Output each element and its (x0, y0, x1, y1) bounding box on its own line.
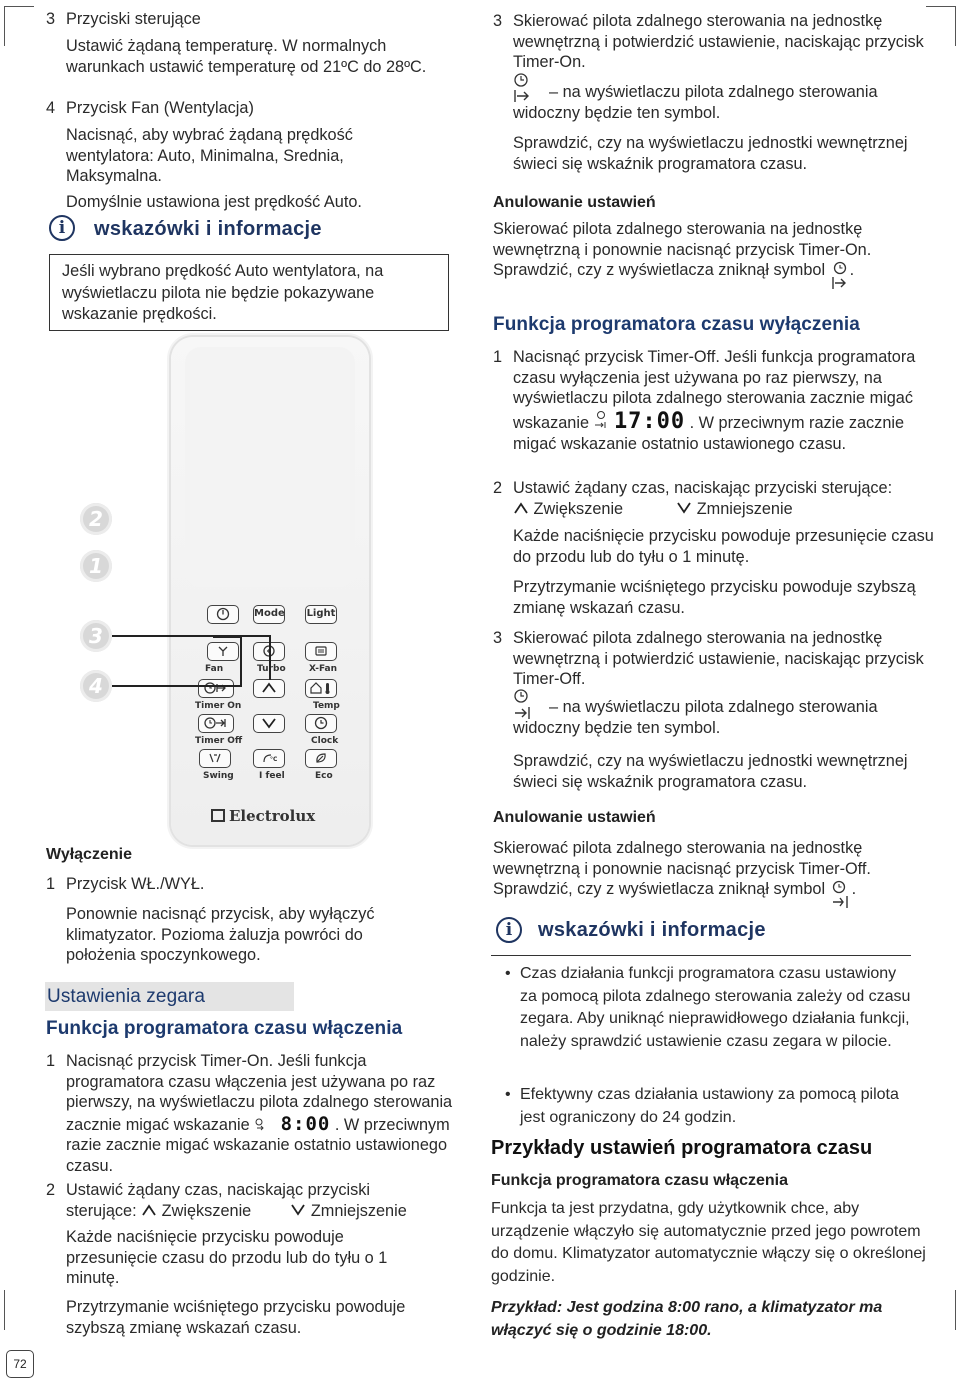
item-number: 2 (46, 1181, 56, 1199)
electrolux-icon (211, 809, 225, 822)
set-time-text: Ustawić żądany czas, naciskając przyciski sterujące: (66, 1181, 371, 1220)
item-number: 1 (46, 1052, 56, 1070)
item-number: 2 (493, 479, 503, 497)
symbol-note: – na wyświetlaczu pilota zdalnego sterowania widoczny będzie ten symbol. (513, 698, 878, 737)
down-arrow-icon (676, 501, 692, 515)
timer-on-text: . W przeciwnym razie zacznie migać wskazanie ostatnio ustawionego czasu. (66, 1115, 450, 1175)
item-title: Przycisk Fan (Wentylacja) (66, 99, 254, 117)
item-number: 1 (46, 875, 56, 893)
callout-2: 2 (80, 503, 112, 535)
cancel-text: Skierować pilota zdalnego sterowania na jednostkę wewnętrzną i ponownie nacisnąć przycisk Timer-Off. Sprawdzić, czy z wyświetlacza zniknął symbol (493, 839, 871, 898)
clock-label: Clock (311, 736, 339, 746)
item-number: 3 (493, 629, 503, 647)
tips-heading: wskazówki i informacje (538, 919, 766, 941)
item-number: 3 (493, 12, 503, 30)
item-body: Skierować pilota zdalnego sterowania na jednostkę wewnętrzną i potwierdzić ustawienie, naciskając przycisk Timer-Off. (513, 629, 924, 688)
timer-on-indicator-icon (254, 1118, 266, 1132)
timer-off-indicator-icon (593, 410, 609, 434)
light-button[interactable]: Light (305, 605, 337, 624)
crop-mark (926, 6, 956, 7)
timer-on-heading: Funkcja programatora czasu włączenia (46, 1018, 403, 1039)
item-number: 3 (46, 10, 56, 28)
tips-bullet: Efektywny czas działania ustawiony za pomocą pilota jest ograniczony do 24 godzin. (520, 1086, 899, 1126)
item-note: Każde naciśnięcie przycisku powoduje przesunięcie czasu do przodu lub do tyłu o 1 minutę. (513, 527, 934, 566)
item-body (513, 347, 943, 454)
timer-off-label: Timer Off (195, 736, 243, 746)
item-body: Ustawić żądaną temperaturę. W normalnych warunkach ustawić temperaturę od 21ºC do 28ºC. (66, 37, 427, 76)
turbo-label: Turbo (257, 664, 286, 674)
timer-off-text: Nacisnąć przycisk Timer-Off. Jeśli funkcja programatora czasu wyłączenia jest używana po raz pierwszy, na wyświetlaczu pilota zdalnego sterowania zacznie migać wskazanie (513, 348, 916, 432)
tips-bullet: Czas działania funkcji programatora czasu ustawiony za pomocą pilota zdalnego sterowania zależy od czasu zegara. Aby uniknąć nieprawidłowego działania funkcji, należy sprawdzić ustawienie czasu zegara w pilocie. (520, 965, 911, 1050)
divider (491, 955, 911, 956)
callout-leader-lines (0, 0, 400, 800)
cancel-heading: Anulowanie ustawień (493, 194, 656, 211)
item-note: Sprawdzić, czy na wyświetlaczu jednostki wewnętrznej świeci się wskaźnik programatora czasu. (513, 752, 908, 791)
item-body: Skierować pilota zdalnego sterowania na jednostkę wewnętrzną i potwierdzić ustawienie, naciskając przycisk Timer-On. (513, 12, 924, 71)
mode-button[interactable]: Mode (253, 605, 285, 624)
examples-italic-note: Przykład: Jest godzina 8:00 rano, a klimatyzator ma włączyć się o godzinie 18:00. (491, 1299, 883, 1339)
item-body: Ponownie nacisnąć przycisk, aby wyłączyć klimatyzator. Pozioma żaluzja powróci do położenia spoczynkowego. (66, 905, 375, 964)
decrease-label: Zmniejszenie (310, 1201, 407, 1220)
decrease-label: Zmniejszenie (696, 499, 793, 518)
page-number: 72 (6, 1350, 34, 1378)
ifeel-label: I feel (259, 771, 285, 781)
timer-off-text: . W przeciwnym razie zacznie migać wskazanie ostatnio ustawionego czasu. (513, 413, 905, 453)
up-arrow-icon (513, 501, 529, 515)
item-title: Przycisk WŁ./WYŁ. (66, 875, 205, 893)
cancel-heading: Anulowanie ustawień (493, 809, 656, 826)
swing-label: Swing (203, 771, 234, 781)
increase-label: Zwiększenie (533, 499, 624, 518)
item-body (513, 478, 953, 519)
off-heading: Wyłączenie (46, 846, 132, 863)
item-title: Przyciski sterujące (66, 10, 201, 28)
tips-text: Jeśli wybrano prędkość Auto wentylatora, na wyświetlaczu pilota nie będzie pokazywane wskazanie prędkości. (62, 262, 384, 323)
timer-on-symbol-icon (830, 261, 850, 293)
item-note: Sprawdzić, czy na wyświetlaczu jednostki wewnętrznej świeci się wskaźnik programatora czasu. (513, 134, 908, 173)
info-icon: i (496, 917, 522, 943)
examples-heading: Przykłady ustawień programatora czasu (491, 1137, 873, 1159)
bullet-dot: • (505, 1086, 511, 1103)
set-time-text: Ustawić żądany czas, naciskając przyciski sterujące: (513, 479, 893, 497)
examples-body: Funkcja ta jest przydatna, gdy użytkownik chce, aby urządzenie włączyło się automatycznie przed jego powrotem do domu. Klimatyzator automatycznie włączy się o określonej godzinie. (491, 1200, 926, 1285)
seven-segment-display: 17:00 (613, 408, 686, 434)
examples-subheading: Funkcja programatora czasu włączenia (491, 1172, 788, 1189)
item-body: Nacisnąć, aby wybrać żądaną prędkość wentylatora: Auto, Minimalna, Srednia, Maksymalna. (66, 126, 353, 185)
cancel-body: Skierować pilota zdalnego sterowania na jednostkę wewnętrzną i ponownie nacisnąć przycisk Timer-On. Sprawdzić, czy z wyświetlacza zniknął symbol . (493, 219, 923, 293)
item-note: Każde naciśnięcie przycisku powoduje przesunięcie czasu do przodu lub do tyłu o 1 minutę. (66, 1228, 388, 1287)
cancel-body: Skierować pilota zdalnego sterowania na jednostkę wewnętrzną i ponownie nacisnąć przycisk Timer-Off. Sprawdzić, czy z wyświetlacza zniknął symbol . (493, 838, 923, 912)
timer-off-heading: Funkcja programatora czasu wyłączenia (493, 314, 860, 335)
item-number: 1 (493, 348, 503, 366)
bullet-dot: • (505, 965, 511, 982)
seven-segment-display: 8:00 (280, 1112, 331, 1135)
timer-off-symbol-icon (830, 880, 852, 912)
increase-label: Zwiększenie (161, 1201, 252, 1220)
symbol-note: – na wyświetlaczu pilota zdalnego sterowania widoczny będzie ten symbol. (513, 83, 878, 122)
up-arrow-icon (141, 1203, 157, 1217)
svg-text:°C: °C (270, 756, 277, 763)
brand-name: Electrolux (229, 807, 316, 825)
crop-mark (4, 1290, 5, 1330)
item-body (66, 1051, 456, 1176)
callout-3: 3 (80, 620, 112, 652)
crop-mark (955, 6, 956, 46)
temp-label: Temp (313, 701, 340, 711)
item-body (66, 1180, 426, 1221)
info-icon: i (49, 215, 75, 241)
section-title: Ustawienia zegara (47, 986, 206, 1007)
callout-4: 4 (80, 670, 112, 702)
item-note: Przytrzymanie wciśniętego przycisku powoduje szybszą zmianę wskazań czasu. (66, 1298, 406, 1337)
eco-label: Eco (315, 771, 333, 781)
item-note: Przytrzymanie wciśniętego przycisku powoduje szybszą zmianę wskazań czasu. (513, 578, 916, 617)
crop-mark (955, 1290, 956, 1330)
item-note: Domyślnie ustawiona jest prędkość Auto. (66, 193, 362, 211)
cancel-text: Skierować pilota zdalnego sterowania na jednostkę wewnętrzną i ponownie nacisnąć przycisk Timer-On. Sprawdzić, czy z wyświetlacza zniknął symbol (493, 220, 872, 279)
fan-label: Fan (205, 664, 224, 674)
tips-heading: wskazówki i informacje (94, 218, 322, 240)
down-arrow-icon (290, 1203, 306, 1217)
xfan-label: X-Fan (309, 664, 338, 674)
brand-logo (211, 807, 315, 825)
timer-on-label: Timer On (195, 701, 242, 711)
timer-on-text: Nacisnąć przycisk Timer-On. Jeśli funkcja programatora czasu włączenia jest używana po raz pierwszy, na wyświetlaczu pilota zdalnego sterowania zacznie migać wskazanie (66, 1052, 453, 1134)
callout-1: 1 (80, 550, 112, 582)
item-number: 4 (46, 99, 56, 117)
